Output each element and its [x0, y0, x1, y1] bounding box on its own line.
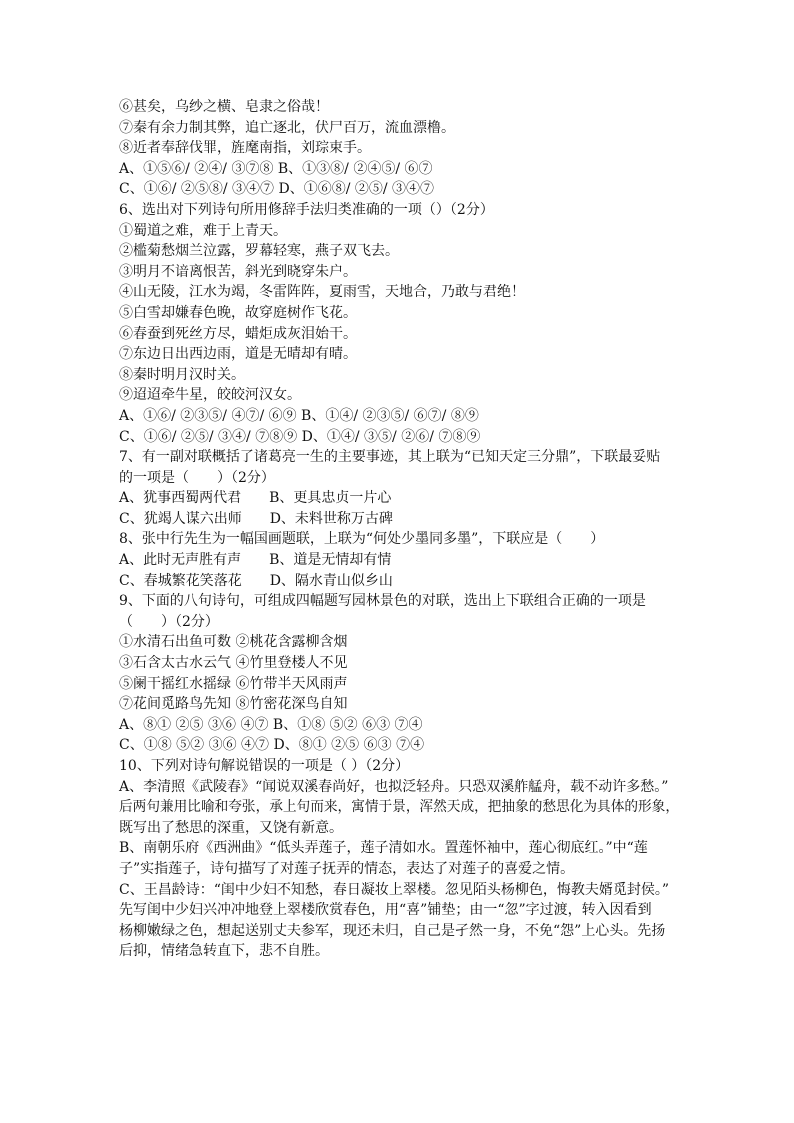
- text-line: ⑤白雪却嫌春色晚，故穿庭树作飞花。: [119, 304, 357, 321]
- text-line: 杨柳嫩绿之色，想起送别丈夫参军，现还未归，自己是孑然一身，不免“怨”上心头。先扬: [119, 922, 666, 939]
- text-line: ⑦花间觅路鸟先知 ⑧竹密花深鸟自知: [119, 696, 348, 713]
- text-line: ②槛菊愁烟兰泣露，罗幕轻寒，燕子双飞去。: [119, 243, 399, 260]
- text-line: 6、选出对下列诗句所用修辞手法归类准确的一项（）（2分）: [119, 201, 494, 218]
- text-line: 的一项是（ ）（2分）: [119, 469, 275, 486]
- text-line: ⑦东边日出西边雨，道是无晴却有晴。: [119, 346, 357, 363]
- text-line: ③明月不谙离恨苦，斜光到晓穿朱户。: [119, 263, 357, 280]
- text-line: ①水清石出鱼可数 ②桃花含露柳含烟: [119, 634, 348, 651]
- text-line: 7、有一副对联概括了诸葛亮一生的主要事迹，其上联为“已知天定三分鼎”，下联最妥贴: [119, 449, 661, 466]
- document-body: [119, 97, 679, 962]
- text-line: ③石含太古水云气 ④竹里登楼人不见: [119, 655, 348, 672]
- text-line: C、春城繁花笑落花 D、隔水青山似乡山: [119, 572, 393, 589]
- text-line: A、①⑥/ ②③⑤/ ④⑦/ ⑥⑨ B、①④/ ②③⑤/ ⑥⑦/ ⑧⑨: [119, 407, 479, 424]
- text-line: ⑥甚矣，乌纱之横、皂隶之俗哉！: [119, 99, 329, 115]
- text-line: A、①⑤⑥/ ②④/ ③⑦⑧ B、①③⑧/ ②④⑤/ ⑥⑦: [119, 160, 433, 177]
- text-line: ⑧近者奉辞伐罪，旌麾南指，刘琮束手。: [119, 140, 371, 157]
- text-line: ⑤阑干摇红水摇绿 ⑥竹带半天风雨声: [119, 675, 348, 692]
- text-line: A、犹事西蜀两代君 B、更具忠贞一片心: [119, 490, 392, 507]
- text-line: A、此时无声胜有声 B、道是无情却有情: [119, 552, 392, 569]
- text-line: 10、下列对诗句解说错误的一项是（ ）（2分）: [119, 758, 410, 774]
- text-line: 后抑，情绪急转直下，悲不自胜。: [119, 943, 329, 960]
- text-line: 先写闺中少妇兴冲冲地登上翠楼欣赏春色，用“喜”铺垫；由一“忽”字过渡，转入因看到: [119, 902, 652, 919]
- text-line: ⑧秦时明月汉时关。: [119, 366, 245, 383]
- text-line: ⑦秦有余力制其弊，追亡逐北，伏尸百万，流血漂橹。: [119, 119, 455, 136]
- text-line: （ ）（2分）: [119, 613, 219, 630]
- text-line: A、李清照《武陵春》“闻说双溪春尚好，也拟泛轻舟。只恐双溪舴艋舟，载不动许多愁。”: [119, 778, 669, 795]
- text-line: ⑨迢迢牵牛星，皎皎河汉女。: [119, 387, 301, 404]
- text-line: A、⑧① ②⑤ ③⑥ ④⑦ B、①⑧ ⑤② ⑥③ ⑦④: [119, 716, 423, 733]
- text-line: C、犹竭人谋六出师 D、未料世称万古碑: [119, 510, 393, 527]
- text-line: C、王昌龄诗：“闺中少妇不知愁，春日凝妆上翠楼。忽见陌头杨柳色，悔教夫婿觅封侯。”: [119, 881, 670, 898]
- text-line: ④山无陵，江水为竭，冬雷阵阵，夏雨雪，天地合，乃敢与君绝！: [119, 284, 525, 301]
- text-line: C、①⑥/ ②⑤⑧/ ③④⑦ D、①⑥⑧/ ②⑤/ ③④⑦: [119, 181, 435, 198]
- text-line: 9、下面的八句诗句，可组成四幅题写园林景色的对联，选出上下联组合正确的一项是: [119, 593, 646, 610]
- text-line: 既写出了愁思的深重，又饶有新意。: [119, 819, 343, 836]
- text-line: C、①⑥/ ②⑤/ ③④/ ⑦⑧⑨ D、①④/ ③⑤/ ②⑥/ ⑦⑧⑨: [119, 428, 481, 445]
- text-line: ⑥春蚕到死丝方尽，蜡炬成灰泪始干。: [119, 325, 357, 342]
- text-line: C、①⑧ ⑤② ③⑥ ④⑦ D、⑧① ②⑤ ⑥③ ⑦④: [119, 737, 425, 754]
- text-line: B、南朝乐府《西洲曲》“低头弄莲子，莲子清如水。置莲怀袖中，莲心彻底红。”中“莲: [119, 840, 648, 857]
- text-line: 8、张中行先生为一幅国画题联，上联为“何处少墨同多墨”，下联应是（ ）: [119, 531, 605, 548]
- text-line: ①蜀道之难，难于上青天。: [119, 222, 287, 239]
- text-line: 子”实指莲子，诗句描写了对莲子抚弄的情态，表达了对莲子的喜爱之情。: [119, 860, 575, 877]
- text-line: 后两句兼用比喻和夸张，承上句而来，寓情于景，浑然天成，把抽象的愁思化为具体的形象，: [119, 799, 679, 816]
